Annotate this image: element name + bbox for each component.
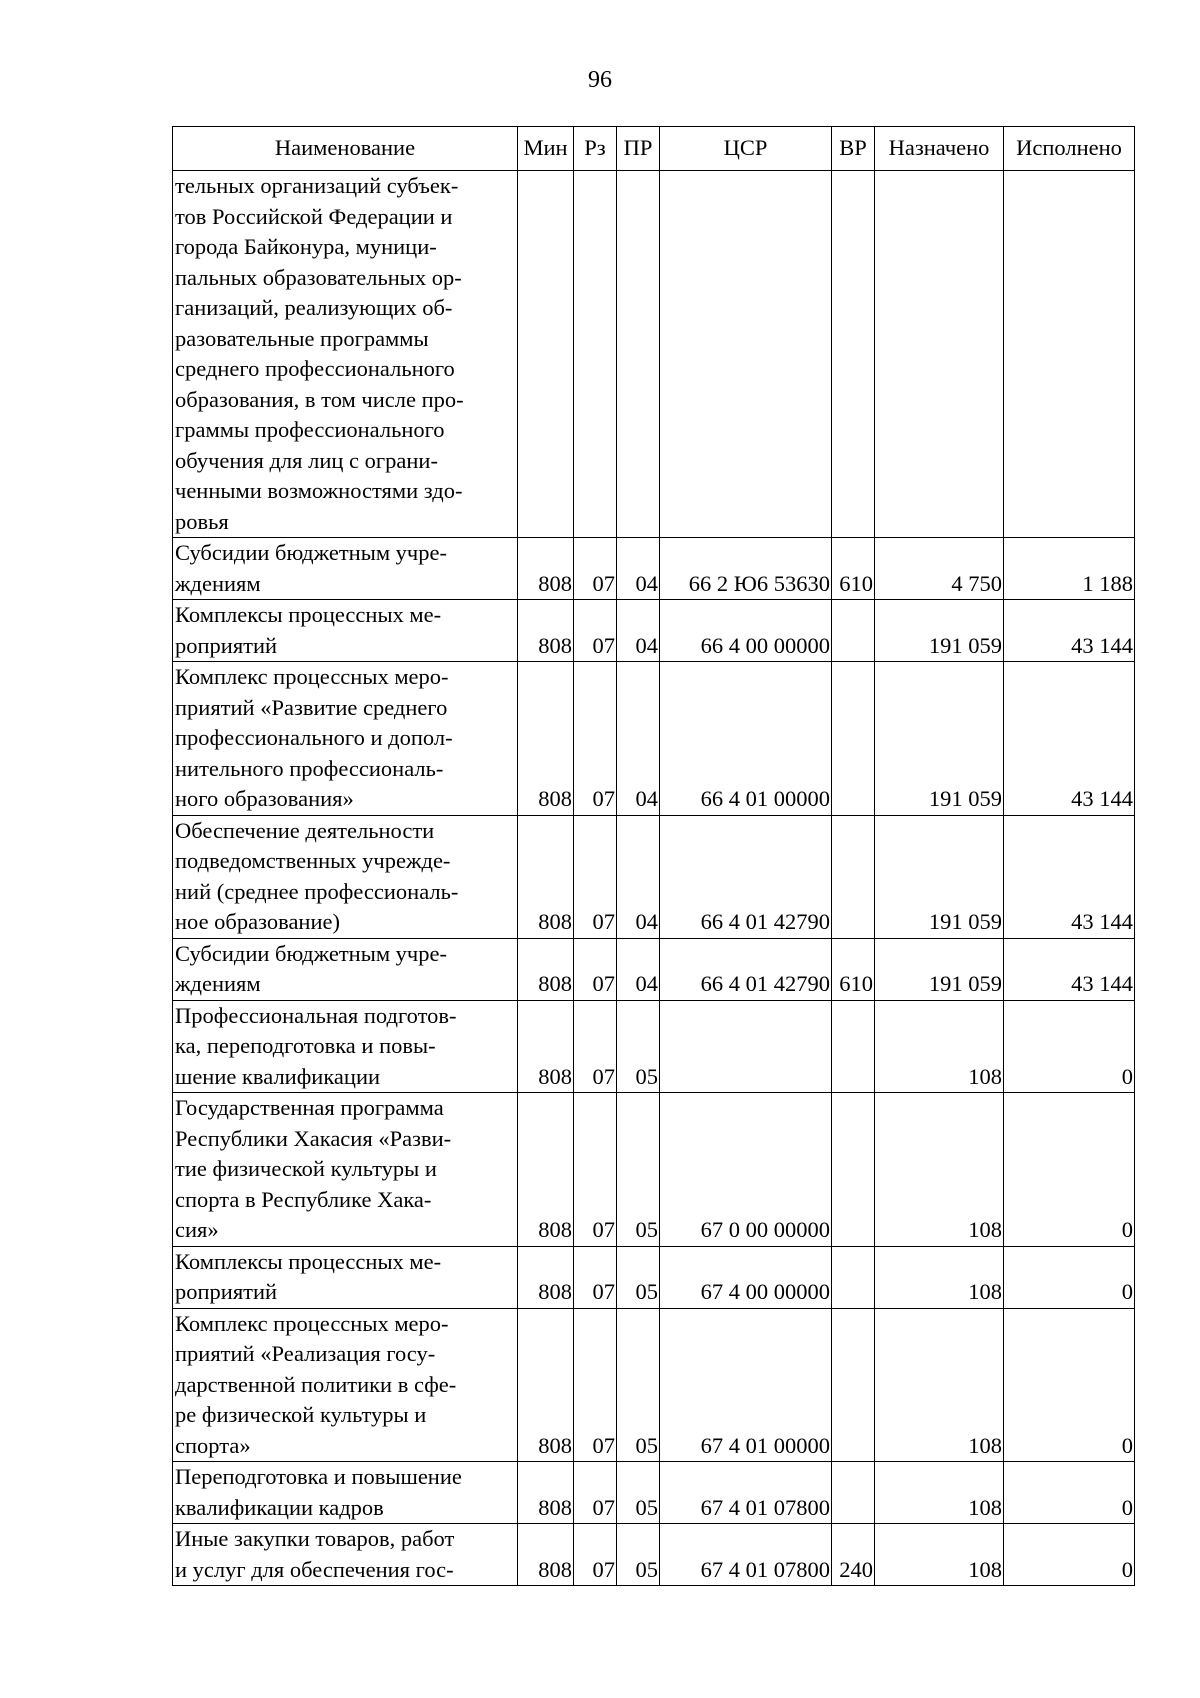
cell-rz: 07 [574, 1246, 617, 1308]
cell-pr [617, 171, 660, 538]
cell-assigned: 191 059 [875, 938, 1004, 1000]
table-row [173, 538, 1135, 600]
cell-pr: 04 [617, 938, 660, 1000]
name-line: подведомственных учрежде- [175, 848, 451, 873]
cell-name [173, 1462, 518, 1524]
cell-rz [574, 171, 617, 538]
name-line: среднего профессионального [175, 356, 455, 381]
cell-csr: 66 2 Ю6 53630 [660, 538, 832, 600]
name-line: ре физической культуры и [175, 1402, 427, 1427]
cell-executed: 0 [1004, 1093, 1135, 1247]
cell-csr: 67 4 01 00000 [660, 1308, 832, 1462]
cell-csr: 67 4 00 00000 [660, 1246, 832, 1308]
cell-name [173, 815, 518, 938]
cell-pr: 05 [617, 1308, 660, 1462]
name-line: роприятий [175, 1279, 278, 1304]
cell-assigned: 108 [875, 1246, 1004, 1308]
cell-vr [832, 1246, 875, 1308]
name-line: шение квалификации [175, 1063, 381, 1089]
cell-min: 808 [518, 1093, 574, 1247]
header-vr: ВР [832, 127, 875, 171]
page-number: 96 [588, 67, 612, 93]
header-rz: Рз [574, 127, 617, 171]
name-line: разовательные программы [175, 325, 429, 351]
name-line: ний (среднее профессиональ- [175, 878, 459, 904]
cell-pr: 05 [617, 1462, 660, 1524]
name-line: Переподготовка и повышение [175, 1464, 462, 1489]
name-line: Иные закупки товаров, работ [175, 1526, 455, 1551]
name-line: Обеспечение деятельности [175, 817, 435, 843]
cell-vr [832, 600, 875, 662]
name-line: квалификации кадров [175, 1494, 384, 1520]
cell-pr: 04 [617, 600, 660, 662]
cell-vr: 240 [832, 1524, 875, 1586]
cell-name [173, 1093, 518, 1247]
cell-assigned: 108 [875, 1308, 1004, 1462]
name-line: Комплексы процессных ме- [175, 1248, 442, 1274]
cell-assigned: 108 [875, 1462, 1004, 1524]
table-row [173, 1093, 1135, 1247]
name-line: образования, в том числе про- [175, 386, 464, 412]
name-line: граммы профессионального [175, 417, 445, 442]
cell-pr: 05 [617, 1093, 660, 1247]
name-line: Комплекс процессных меро- [175, 664, 449, 689]
table-row [173, 1524, 1135, 1586]
cell-name [173, 938, 518, 1000]
name-line: спорта» [175, 1432, 251, 1458]
cell-min: 808 [518, 538, 574, 600]
table-body [173, 171, 1135, 1586]
cell-name [173, 538, 518, 600]
name-line: ждениям [175, 570, 261, 596]
cell-rz: 07 [574, 938, 617, 1000]
name-line: Комплекс процессных меро- [175, 1310, 449, 1336]
cell-executed [1004, 171, 1135, 538]
cell-csr: 66 4 01 42790 [660, 938, 832, 1000]
cell-csr: 67 4 01 07800 [660, 1462, 832, 1524]
cell-name [173, 1308, 518, 1462]
cell-name [173, 1524, 518, 1586]
cell-executed: 43 144 [1004, 938, 1135, 1000]
name-line: дарственной политики в сфе- [175, 1371, 457, 1397]
cell-vr [832, 1308, 875, 1462]
cell-name [173, 600, 518, 662]
cell-rz: 07 [574, 815, 617, 938]
cell-min: 808 [518, 1000, 574, 1093]
cell-executed: 0 [1004, 1308, 1135, 1462]
cell-csr [660, 171, 832, 538]
cell-name [173, 1000, 518, 1093]
table-row [173, 938, 1135, 1000]
name-line: ждениям [175, 971, 261, 996]
name-line: тельных организаций субъек- [175, 173, 459, 198]
cell-vr: 610 [832, 938, 875, 1000]
cell-pr: 04 [617, 662, 660, 816]
cell-vr [832, 815, 875, 938]
cell-vr [832, 662, 875, 816]
name-line: Профессиональная подготов- [175, 1002, 457, 1028]
name-line: города Байконура, муници- [175, 234, 437, 259]
cell-executed: 0 [1004, 1246, 1135, 1308]
name-line: ченными возможностями здо- [175, 478, 463, 503]
cell-assigned: 108 [875, 1093, 1004, 1247]
cell-vr [832, 1462, 875, 1524]
cell-rz: 07 [574, 1093, 617, 1247]
cell-pr: 04 [617, 815, 660, 938]
cell-vr [832, 171, 875, 538]
table-row [173, 1000, 1135, 1093]
table-row [173, 815, 1135, 938]
cell-executed: 43 144 [1004, 815, 1135, 938]
cell-rz: 07 [574, 1000, 617, 1093]
cell-rz: 07 [574, 538, 617, 600]
cell-assigned: 191 059 [875, 600, 1004, 662]
name-line: Комплексы процессных ме- [175, 602, 442, 627]
cell-executed: 1 188 [1004, 538, 1135, 600]
cell-pr: 04 [617, 538, 660, 600]
name-line: тие физической культуры и [175, 1156, 437, 1181]
header-assigned: Назначено [875, 127, 1004, 171]
name-line: ганизаций, реализующих об- [175, 295, 453, 320]
cell-csr: 67 0 00 00000 [660, 1093, 832, 1247]
cell-pr: 05 [617, 1524, 660, 1586]
cell-min [518, 171, 574, 538]
cell-min: 808 [518, 662, 574, 816]
table-row [173, 171, 1135, 538]
name-line: роприятий [175, 632, 278, 658]
cell-rz: 07 [574, 1524, 617, 1586]
table-row [173, 1308, 1135, 1462]
name-line: пальных образовательных ор- [175, 264, 462, 290]
cell-executed: 0 [1004, 1524, 1135, 1586]
header-executed: Исполнено [1004, 127, 1135, 171]
name-line: нительного профессиональ- [175, 755, 444, 781]
cell-csr: 67 4 01 07800 [660, 1524, 832, 1586]
name-line: ка, переподготовка и повы- [175, 1033, 436, 1058]
table-row [173, 600, 1135, 662]
cell-min: 808 [518, 1462, 574, 1524]
cell-vr [832, 1000, 875, 1093]
name-line: приятий «Реализация госу- [175, 1341, 436, 1366]
cell-executed: 0 [1004, 1000, 1135, 1093]
cell-csr: 66 4 01 42790 [660, 815, 832, 938]
name-line: Государственная программа [175, 1095, 444, 1120]
cell-assigned: 4 750 [875, 538, 1004, 600]
cell-assigned [875, 171, 1004, 538]
cell-min: 808 [518, 1524, 574, 1586]
cell-pr: 05 [617, 1000, 660, 1093]
header-row [173, 127, 1135, 171]
name-line: Республики Хакасия «Разви- [175, 1125, 452, 1151]
name-line: сия» [175, 1217, 219, 1242]
cell-executed: 43 144 [1004, 600, 1135, 662]
cell-assigned: 191 059 [875, 662, 1004, 816]
table-row [173, 1246, 1135, 1308]
cell-assigned: 108 [875, 1524, 1004, 1586]
cell-name [173, 662, 518, 816]
cell-csr: 66 4 01 00000 [660, 662, 832, 816]
cell-rz: 07 [574, 600, 617, 662]
cell-assigned: 191 059 [875, 815, 1004, 938]
cell-rz: 07 [574, 1308, 617, 1462]
cell-min: 808 [518, 1246, 574, 1308]
cell-pr: 05 [617, 1246, 660, 1308]
cell-rz: 07 [574, 1462, 617, 1524]
cell-executed: 0 [1004, 1462, 1135, 1524]
name-line: профессионального и допол- [175, 725, 453, 750]
name-line: и услуг для обеспечения гос- [175, 1556, 454, 1582]
cell-csr: 66 4 00 00000 [660, 600, 832, 662]
name-line: Субсидии бюджетным учре- [175, 540, 447, 565]
name-line: спорта в Республике Хака- [175, 1186, 432, 1212]
cell-vr [832, 1093, 875, 1247]
name-line: ное образование) [175, 909, 340, 934]
name-line: тов Российской Федерации и [175, 203, 453, 229]
name-line: приятий «Развитие среднего [175, 694, 448, 720]
cell-name [173, 1246, 518, 1308]
table-row [173, 1462, 1135, 1524]
name-line: обучения для лиц с ограни- [175, 447, 438, 473]
cell-rz: 07 [574, 662, 617, 816]
header-csr: ЦСР [660, 127, 832, 171]
cell-min: 808 [518, 600, 574, 662]
name-line: Субсидии бюджетным учре- [175, 940, 447, 966]
header-pr: ПР [617, 127, 660, 171]
budget-table [172, 126, 1135, 1586]
cell-min: 808 [518, 1308, 574, 1462]
cell-min: 808 [518, 815, 574, 938]
cell-vr: 610 [832, 538, 875, 600]
cell-min: 808 [518, 938, 574, 1000]
name-line: ного образования» [175, 786, 354, 811]
cell-assigned: 108 [875, 1000, 1004, 1093]
name-line: ровья [175, 508, 229, 534]
header-min: Мин [518, 127, 574, 171]
cell-csr [660, 1000, 832, 1093]
header-name: Наименование [173, 127, 518, 171]
table-row [173, 662, 1135, 816]
cell-name [173, 171, 518, 538]
cell-executed: 43 144 [1004, 662, 1135, 816]
